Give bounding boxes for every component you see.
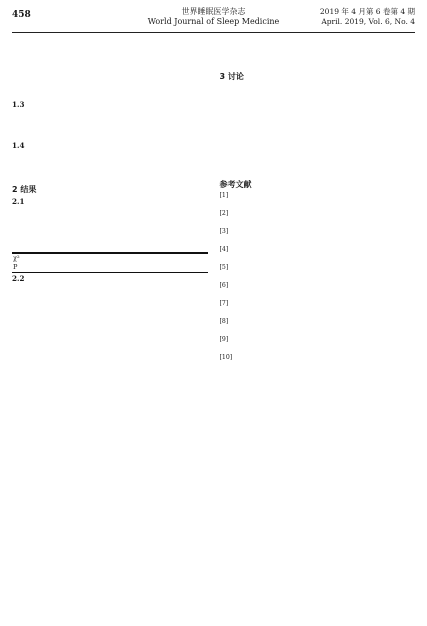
section-2-2-heading: 2.2 [12,273,25,283]
reference-item [220,192,416,209]
reference-text [230,318,415,335]
p-value [184,263,208,273]
p-value-label: P [12,263,114,273]
discussion-paragraph-1 [220,84,416,114]
issue-info-cn: 2019 年 4 月第 6 卷第 4 期 [319,7,415,16]
reference-item [220,336,416,353]
reference-number: [10] [219,354,233,361]
running-header [12,6,415,33]
reference-number: [5] [219,264,229,271]
section-1-4-text [12,151,208,181]
section-2-1-heading: 2.1 [12,197,25,207]
results-heading: 2 结果 [12,185,37,195]
reference-item [220,228,416,245]
right-column [220,38,416,372]
chi-square-value [184,254,208,263]
table-p-value-row [12,263,208,273]
reference-list [220,192,416,371]
section-1-3-text [12,110,208,140]
reference-text [230,192,415,209]
journal-title-cn: 世界睡眠医学杂志 [181,7,246,16]
section-2-2-text [12,284,208,314]
discussion-paragraph-2 [220,115,416,145]
reference-number: [7] [219,300,229,307]
reference-number: [9] [219,336,229,343]
reference-text [230,264,415,281]
right-paragraph-continued [220,38,416,68]
page-number: 458 [12,10,31,20]
reference-text [230,210,415,227]
section-2-1-text [12,208,208,238]
section-1-4-heading: 1.4 [12,141,25,151]
reference-text [230,282,415,299]
left-paragraph-1 [12,38,208,68]
reference-text [230,336,415,353]
reference-item [220,300,416,317]
body-columns [12,38,415,372]
issue-info [320,7,415,27]
reference-number: [1] [219,192,229,199]
reference-text [230,300,415,317]
reference-number: [2] [219,210,229,217]
reference-number: [6] [219,282,229,289]
discussion-paragraph-3 [220,146,416,176]
left-column [12,38,208,372]
reference-number: [3] [219,228,229,235]
journal-title-en: World Journal of Sleep Medicine [147,17,280,26]
table-1 [12,252,208,273]
discussion-heading: 3 讨论 [219,72,244,81]
issue-info-en: April. 2019, Vol. 6, No. 4 [321,17,415,26]
reference-number: [4] [219,246,229,253]
reference-item [220,318,416,335]
reference-text [230,246,415,263]
table-chi-square-row [12,254,208,263]
reference-text [234,354,415,371]
reference-item [220,210,416,227]
reference-item [220,282,416,299]
reference-item [220,246,416,263]
reference-number: [8] [219,318,229,325]
reference-item [220,354,416,371]
reference-item [220,264,416,281]
chi-square-label: χ² [13,253,20,262]
left-paragraph-2 [12,69,208,99]
reference-text [230,228,415,245]
table-1-title [12,241,208,250]
references-heading: 参考文献 [219,180,252,189]
section-1-3-heading: 1.3 [12,100,25,109]
